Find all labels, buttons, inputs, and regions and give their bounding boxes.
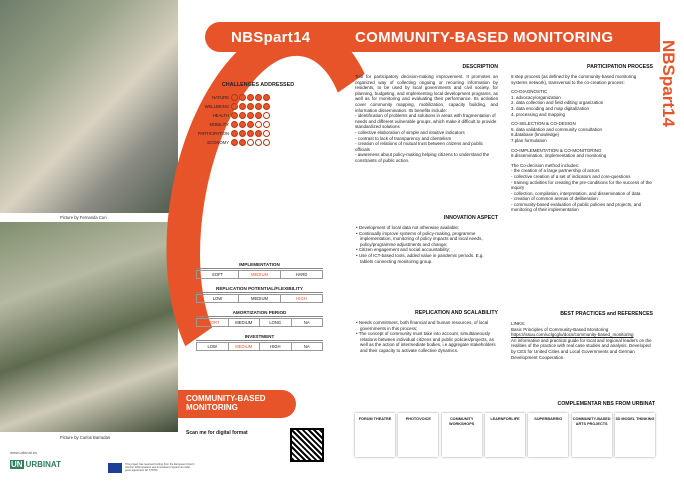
replication-heading: REPLICATION AND SCALABILITY (415, 310, 498, 316)
replication-item-text: The concept of community must take into account, simultaneously relations between individual citizens and public policies/projects, as well as the action of intermediate bodies, i.e aggregate stakeholders and their capacity to activate collective dynamics. (358, 331, 496, 353)
replication-list (355, 320, 498, 354)
rating-dot-icon (239, 139, 246, 146)
description-heading: DESCRIPTION (462, 64, 498, 70)
challenge-row (193, 120, 323, 129)
rating-dot-icon (247, 121, 254, 128)
urbinat-logo-icon: UN (11, 460, 23, 469)
process-section (511, 64, 653, 213)
rating-scale (196, 310, 323, 327)
challenge-label: HEALTH (212, 113, 229, 118)
process-step: 1. advocacy/organization (511, 94, 561, 100)
innovation-item (355, 253, 498, 264)
innovation-item-text: Use of ICT-based tools, added value in pandemic periods. E.g. tablets connecting monitoring group. (358, 252, 484, 264)
bullet-icon: • (356, 225, 359, 230)
scale-title: IMPLEMENTATION (196, 262, 323, 269)
scale-option: HIGH (296, 296, 307, 301)
description-bullet: - creation of relations of mutual trust between citizens and public officials (355, 141, 484, 152)
best-practices-section (511, 311, 653, 360)
bottom-title-pill (178, 390, 296, 418)
rating-dot-icon (255, 112, 262, 119)
codecision-item: - collection, compilation, interpretation, and dissemination of data (511, 190, 641, 196)
challenges-panel (193, 82, 323, 147)
rating-dot-icon (255, 103, 262, 110)
bottom-title: COMMUNITY-BASED MONITORING (186, 394, 266, 412)
rating-dot-icon (239, 121, 246, 128)
nbs-card[interactable]: SUPERBARRIO (528, 413, 568, 457)
challenges-heading: CHALLENGES ADDRESSED (221, 82, 295, 88)
process-intro: 8 step process (as defined by the community-based monitoring systems network), transversal to the co-creation process: (511, 74, 637, 85)
process-group-title: CO-IMPLEMENTATION & CO-MONITORING (511, 147, 602, 153)
best-practices-heading: BEST PRACTICES and REFERENCES (560, 311, 653, 317)
process-step: 5. data validation and community consultation (511, 126, 603, 132)
scale-option: MEDIUM (229, 319, 261, 326)
description-bullet: - awareness about policy-making helping citizens to understand the constraints of public action. (355, 152, 490, 163)
process-step: 6.database (knowledge) (511, 132, 560, 138)
challenge-label: WELLBEING (204, 104, 229, 109)
process-step: 7.plan formulation (511, 137, 547, 143)
challenge-label: MOBILITY (209, 122, 229, 127)
scale-option: SHORT (197, 319, 229, 326)
rating-dot-icon (255, 139, 262, 146)
scale-option: LONG (260, 319, 292, 326)
rating-dot-icon (231, 121, 238, 128)
codecision-item: - the creation of a large partnership of actors (511, 168, 600, 174)
bullet-icon: • (356, 252, 359, 258)
innovation-item-text: Continually improve systems of policy-making, programme implementation, monitoring of policy impacts and local needs, policy/programme adjustments and change; (358, 230, 483, 247)
bullet-icon: • (356, 230, 359, 236)
process-step: 3. data encoding and map digitalization (511, 105, 590, 111)
codecision-item: - collective creation of a set of indicators and core-questions (511, 173, 631, 179)
scale-option: NA (303, 344, 310, 349)
challenge-label: ECONOMY (207, 140, 229, 145)
rating-dot-icon (263, 94, 270, 101)
title-bar (205, 22, 660, 52)
rating-dot-icon (255, 121, 262, 128)
scale-option: LOW (197, 295, 239, 302)
rating-dot-icon (255, 130, 262, 137)
rating-scale (196, 262, 323, 279)
innovation-list (355, 225, 498, 264)
description-bullet: - identification of problems and solutions in areas with fragmentation of needs and different vulnerable groups, which make it difficult to provide standardized solutions (355, 113, 497, 130)
rating-scale (196, 334, 323, 351)
footer-brand (10, 460, 61, 469)
rating-dot-icon (239, 94, 246, 101)
bullet-icon: • (356, 247, 359, 253)
rating-dot-icon (231, 139, 238, 146)
eu-funding-text: This project has received funding from the European Union's Horizon 2020 research and innovation programme under grant agreement No 776783. (125, 463, 195, 472)
replication-item-text: Needs commitment, both financial and human resources, of local governments in this process; (358, 320, 489, 331)
nbs-code: NBSpart14 (231, 29, 311, 46)
replication-item (355, 331, 498, 353)
complementar-heading: COMPLEMENTAR NBS FROM URBINAT (557, 401, 655, 407)
photo-caption-1: Picture by Fernanda Curi (60, 215, 107, 220)
rating-dot-icon (239, 112, 246, 119)
footer-site[interactable]: www.urbinat.eu (10, 450, 38, 455)
nbs-card[interactable]: LEARNFORLIFE (485, 413, 525, 457)
rating-dot-icon (247, 103, 254, 110)
rating-dot-icon (263, 130, 270, 137)
rating-dot-icon (231, 94, 238, 101)
codecision-list (511, 168, 653, 213)
rating-dot-icon (231, 130, 238, 137)
process-heading: PARTICIPATION PROCESS (587, 64, 653, 70)
reference-link[interactable]: https://issuu.com/uclgcglu/docs/community-based_monitoring (511, 332, 634, 338)
codecision-item: - training activities for creating the pre-conditions for the success of the inquiry (511, 179, 652, 191)
nbs-card[interactable]: COMMUNITY WORKSHOPS (442, 413, 482, 457)
rating-dot-icon (239, 130, 246, 137)
description-section (355, 64, 498, 164)
challenge-row (193, 129, 323, 138)
page-title: COMMUNITY-BASED MONITORING (355, 29, 614, 46)
rating-dot-icon (231, 112, 238, 119)
rating-dot-icon (263, 121, 270, 128)
bullet-icon: • (356, 331, 359, 337)
challenge-row (193, 138, 323, 147)
qr-code[interactable] (290, 428, 324, 462)
rating-dot-icon (247, 94, 254, 101)
rating-scale (196, 286, 323, 303)
eu-flag-icon (108, 463, 122, 473)
scale-option: HIGH (260, 343, 292, 350)
replication-section (355, 310, 498, 354)
brand-name: URBINAT (25, 460, 61, 469)
scale-title: AMORTIZATION PERIOD (196, 310, 323, 317)
rating-dot-icon (247, 130, 254, 137)
complementar-section (355, 401, 655, 457)
process-step: 8.dissemination, implementation and monitoring (511, 153, 607, 159)
scale-option: MEDIUM (229, 343, 261, 350)
codecision-item: - creation of common arenas of deliberation (511, 196, 598, 202)
scale-title: INVESTMENT (196, 334, 323, 341)
process-group-title: CO-SELECTION & CO-DESIGN (511, 121, 576, 127)
photo-elderly-group (0, 222, 178, 432)
rating-dot-icon (231, 103, 238, 110)
photo-workshop (0, 0, 178, 213)
scale-options (196, 294, 323, 303)
bullet-icon: • (356, 320, 359, 325)
photo-caption-2: Picture by Carlos Barradas (60, 435, 111, 440)
codecision-intro: The Co-decision method includes: (511, 162, 580, 168)
nbs-card[interactable]: 3D MODEL THINKING (615, 413, 655, 457)
scale-option: MEDIUM (239, 271, 281, 278)
rating-dot-icon (247, 139, 254, 146)
challenge-label: NATURE (212, 95, 229, 100)
rating-scales (196, 262, 323, 358)
innovation-section (355, 215, 498, 264)
description-bullets (355, 113, 498, 163)
nbs-card[interactable]: PHOTOVOICE (398, 413, 438, 457)
rating-dot-icon (263, 112, 270, 119)
scale-option: NA (303, 320, 310, 325)
scale-option: HARD (295, 272, 308, 277)
scan-text: Scan me for digital format (186, 430, 248, 436)
description-bullet: - collective elaboration of simple and intuitive indicators (355, 129, 465, 135)
rating-dot-icon (247, 112, 254, 119)
vertical-code: NBSpart14 (659, 40, 678, 127)
nbs-card[interactable]: FORUM THEATRE (355, 413, 395, 457)
scale-option: LOW (197, 343, 229, 350)
description-body: Tool for participatory decision-making improvement. It promotes an organized way of collecting ongoing or recurring information by residents, to be used by local governments and civil society, for planning, budgeting, and implementing local development programs, as well as for monitoring and evaluating their performance. Its activities cover community mapping, mobilization, capacity building, and information dissemination. Its benefits include: (355, 74, 498, 113)
process-groups (511, 89, 653, 159)
codecision-item: - community-based evaluation of public policies and projects, and monitoring of their implementation (511, 201, 642, 213)
scale-title: REPLICATION POTENTIAL/FLEXIBILITY (196, 286, 323, 293)
scale-options (196, 270, 323, 279)
rating-dot-icon (263, 139, 270, 146)
scale-option: SOFT (197, 271, 239, 278)
rating-dot-icon (263, 103, 270, 110)
innovation-item-text: Citizen engagement and social accountability; (358, 247, 451, 253)
process-step: 2. data collection and field editing organization (511, 100, 604, 106)
replication-item (355, 320, 498, 331)
innovation-item-text: Development of local data not otherwise available; (358, 225, 460, 230)
links-label: LINKS: (511, 321, 526, 326)
description-bullet: - contrast to lack of transparency and clientelism (355, 135, 452, 141)
best-practices-body: An informative and practical guide for local and regional leaders on the realities of the practice with real case studies and analysis. Developed by CES for United Cities and Local Governments and German Development Cooperation. (511, 337, 652, 360)
complementar-cards (355, 413, 655, 457)
nbs-card[interactable]: COMMUNITY-BASED ARTS PROJECTS (572, 413, 612, 457)
link-title: Basic Principles of Community-Based Monitoring (511, 326, 609, 332)
process-group-title: CO-DIAGNOSTIC (511, 89, 548, 95)
rating-dot-icon (239, 103, 246, 110)
challenge-label: PARTICIPATION (197, 131, 229, 136)
challenge-row (193, 102, 323, 111)
scale-options (196, 342, 323, 351)
process-step: 4. processing and mapping (511, 111, 566, 117)
scale-options (196, 318, 323, 327)
innovation-item (355, 231, 498, 248)
challenges-list (193, 93, 323, 147)
scale-option: MEDIUM (239, 295, 281, 302)
challenge-row (193, 111, 323, 120)
innovation-heading: INNOVATION ASPECT (443, 215, 498, 221)
challenge-row (193, 93, 323, 102)
rating-dot-icon (255, 94, 262, 101)
